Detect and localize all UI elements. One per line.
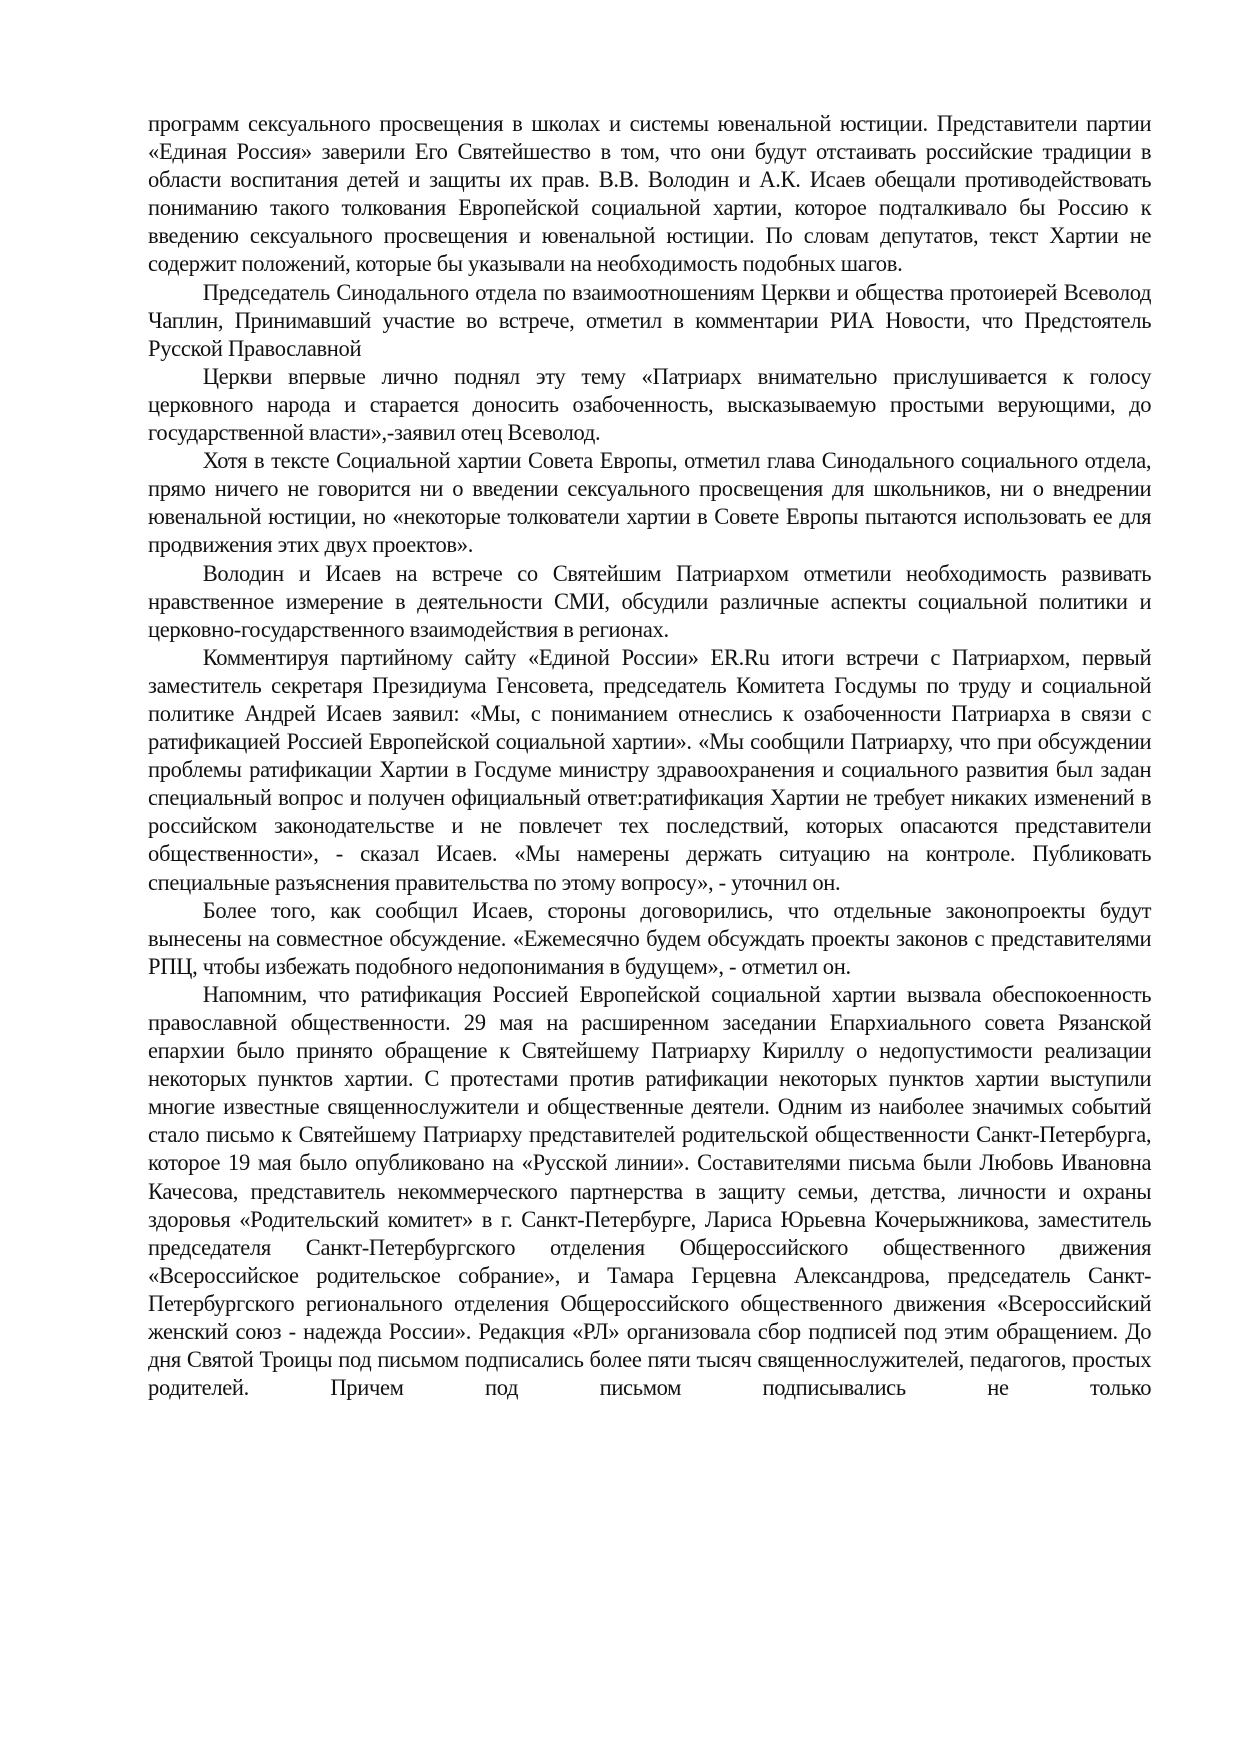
paragraph-1: программ сексуального просвещения в школах и системы ювенальной юстиции. Представители партии «Единая Россия» заверили Его Святейшество в том, что они будут отстаивать российские традиции в области воспитания детей и защиты их прав. В.В. Володин и А.К. Исаев обещали противодействовать пониманию такого толкования Европейской социальной хартии, которое подталкивало бы Россию к введению сексуального просвещения и ювенальной юстиции. По словам депутатов, текст Хартии не содержит положений, которые бы указывали на необходимость подобных шагов. (148, 111, 1152, 278)
paragraph-5: Володин и Исаев на встрече со Святейшим Патриархом отметили необходимость развивать нравственное измерение в деятельности СМИ, обсудили различные аспекты социальной политики и церковно-государственного взаимодействия в регионах. (148, 560, 1152, 643)
paragraph-8: Напомним, что ратификация Россией Европейской социальной хартии вызвала обеспокоенность православной общественности. 29 мая на расширенном заседании Епархиального совета Рязанской епархии было принято обращение к Святейшему Патриарху Кириллу о недопустимости реализации некоторых пунктов хартии. С протестами против ратификации некоторых пунктов хартии выступили многие известные священнослужители и общественные деятели. Одним из наиболее значимых событий стало письмо к Святейшему Патриарху представителей родительской общественности Санкт-Петербурга, которое 19 мая было опубликовано на «Русской линии». Составителями письма были Любовь Ивановна Качесова, представитель некоммерческого партнерства в защиту семьи, детства, личности и охраны здоровья «Родительский комитет» в г. Санкт-Петербурге, Лариса Юрьевна Кочерыжникова, заместитель председателя Санкт-Петербургского отделения Общероссийского общественного движения «Всероссийское родительское собрание», и Тамара Герцевна Александрова, председатель Санкт-Петербургского регионального отделения Общероссийского общественного движения «Всероссийский женский союз - надежда России». Редакция «РЛ» организовала сбор подписей под этим обращением. До дня Святой Троицы под письмом подписались более пяти тысяч священнослужителей, педагогов, простых родителей. Причем под письмом подписывались не только (148, 981, 1152, 1402)
paragraph-2: Председатель Синодального отдела по взаимоотношениям Церкви и общества протоиерей Всеволод Чаплин, Принимавший участие во встрече, отметил в комментарии РИА Новости, что Предстоятель Русской Православной (148, 279, 1152, 362)
document-page (148, 110, 1151, 1402)
paragraph-3: Церкви впервые лично поднял эту тему «Патриарх внимательно прислушивается к голосу церковного народа и старается доносить озабоченность, высказываемую простыми верующими, до государственной власти»,-заявил отец Всеволод. (148, 363, 1152, 447)
paragraph-4: Хотя в тексте Социальной хартии Совета Европы, отметил глава Синодального социального отдела, прямо ничего не говорится ни о введении сексуального просвещения для школьников, ни о внедрении ювенальной юстиции, но «некоторые толкователи хартии в Совете Европы пытаются использовать ее для продвижения этих двух проектов». (148, 448, 1152, 559)
paragraph-7: Более того, как сообщил Исаев, стороны договорились, что отдельные законопроекты будут вынесены на совместное обсуждение. «Ежемесячно будем обсуждать проекты законов с представителями РПЦ, чтобы избежать подобного недопонимания в будущем», - отметил он. (148, 897, 1152, 980)
paragraph-6: Комментируя партийному сайту «Единой России» ER.Ru итоги встречи с Патриархом, первый заместитель секретаря Президиума Генсовета, председатель Комитета Госдумы по труду и социальной политике Андрей Исаев заявил: «Мы, с пониманием отнеслись к озабоченности Патриарха в связи с ратификацией Россией Европейской социальной хартии». «Мы сообщили Патриарху, что при обсуждении проблемы ратификации Хартии в Госдуме министру здравоохранения и социального развития был задан специальный вопрос и получен официальный ответ:ратификация Хартии не требует никаких изменений в российском законодательстве и не повлечет тех последствий, которых опасаются представители общественности», - сказал Исаев. «Мы намерены держать ситуацию на контроле. Публиковать специальные разъяснения правительства по этому вопросу», - уточнил он. (148, 644, 1152, 896)
